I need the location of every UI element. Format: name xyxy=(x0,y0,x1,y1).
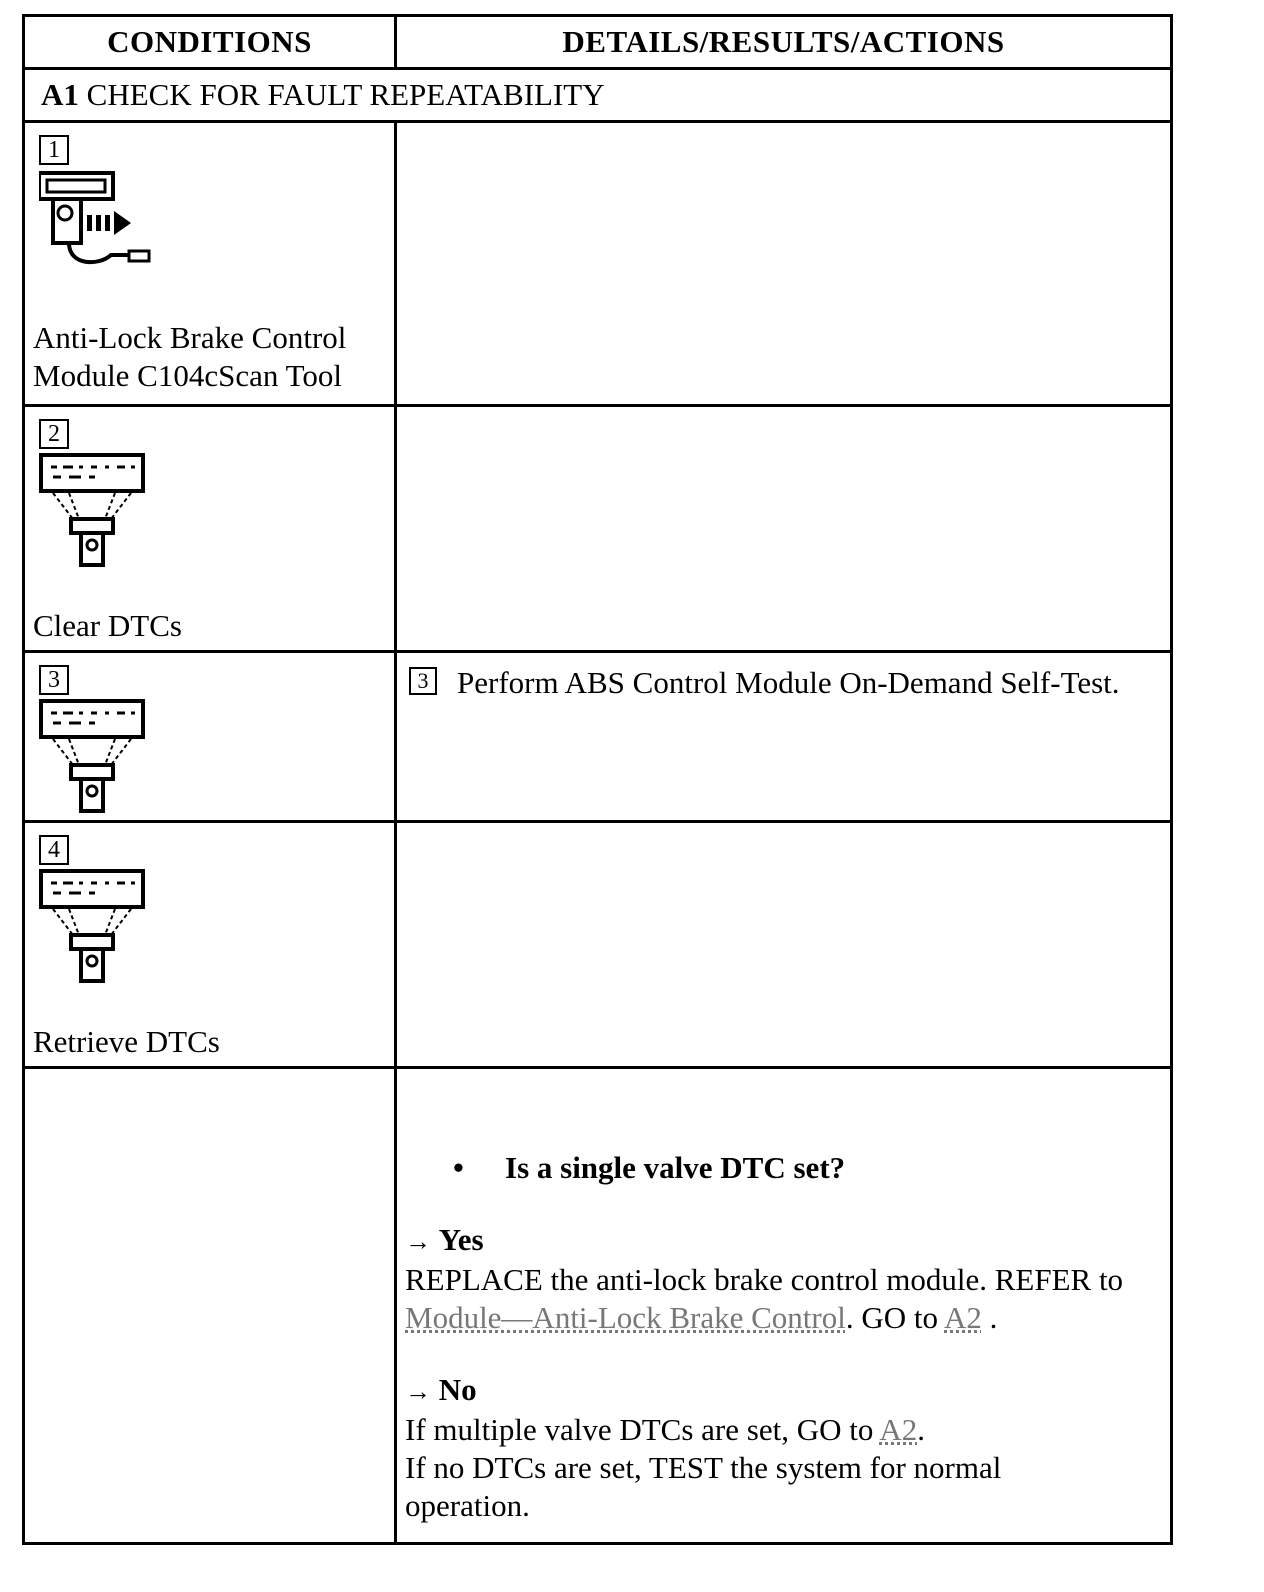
question: • Is a single valve DTC set? xyxy=(453,1150,846,1185)
step-label: Anti-Lock Brake Control Module C104cScan Tool xyxy=(33,320,347,393)
section-row xyxy=(24,69,1172,122)
step-row-3 xyxy=(24,652,1172,822)
detail-cell xyxy=(396,822,1172,1068)
step-row-2 xyxy=(24,406,1172,652)
diagnostic-table xyxy=(22,14,1173,1545)
details-header: DETAILS/RESULTS/ACTIONS xyxy=(396,16,1172,69)
scan-tool-display-icon xyxy=(39,869,149,987)
step-row-1 xyxy=(24,122,1172,406)
step-number: 2 xyxy=(39,419,69,449)
arrow-icon: → xyxy=(405,1377,431,1406)
condition-cell-empty xyxy=(24,1068,396,1544)
step-number: 4 xyxy=(39,835,69,865)
detail-step-number: 3 xyxy=(409,667,437,695)
step-label: Clear DTCs xyxy=(33,608,182,643)
step-row-4 xyxy=(24,822,1172,1068)
condition-cell xyxy=(24,822,396,1068)
yes-text: REPLACE the anti-lock brake control module. REFER to xyxy=(405,1262,1124,1297)
a2-link[interactable]: A2 xyxy=(944,1300,982,1335)
detail-cell xyxy=(396,122,1172,406)
no-label: No xyxy=(438,1372,477,1407)
scan-tool-display-icon xyxy=(39,453,149,571)
a2-link[interactable]: A2 xyxy=(879,1412,918,1447)
section-title-text: CHECK FOR FAULT REPEATABILITY xyxy=(86,77,605,112)
result-row xyxy=(24,1068,1172,1544)
step-number: 1 xyxy=(39,135,69,165)
step-number: 3 xyxy=(39,665,69,695)
bullet-icon: • xyxy=(453,1150,464,1185)
section-id: A1 xyxy=(41,77,79,112)
conditions-header: CONDITIONS xyxy=(24,16,396,69)
result-cell xyxy=(396,1068,1172,1544)
module-link[interactable]: Module—Anti-Lock Brake Control xyxy=(405,1300,846,1335)
detail-cell xyxy=(396,406,1172,652)
result-block xyxy=(405,1149,1165,1525)
condition-cell xyxy=(24,406,396,652)
header-row xyxy=(24,16,1172,69)
yes-answer: → Yes REPLACE the anti-lock brake control module. REFER to Module—Anti-Lock Brake Control. GO to A2 . xyxy=(405,1222,1124,1335)
arrow-icon: → xyxy=(405,1227,431,1256)
scan-tool-connect-icon xyxy=(39,171,169,281)
condition-cell xyxy=(24,122,396,406)
detail-text: Perform ABS Control Module On-Demand Self-Test. xyxy=(457,665,1120,700)
step-label: Retrieve DTCs xyxy=(33,1024,220,1059)
no-answer: → No If multiple valve DTCs are set, GO to A2. If no DTCs are set, TEST the system for normal operation. xyxy=(405,1372,1002,1523)
detail-cell xyxy=(396,652,1172,822)
yes-label: Yes xyxy=(438,1222,484,1257)
section-title xyxy=(24,69,1172,122)
scan-tool-display-icon xyxy=(39,699,149,817)
condition-cell xyxy=(24,652,396,822)
